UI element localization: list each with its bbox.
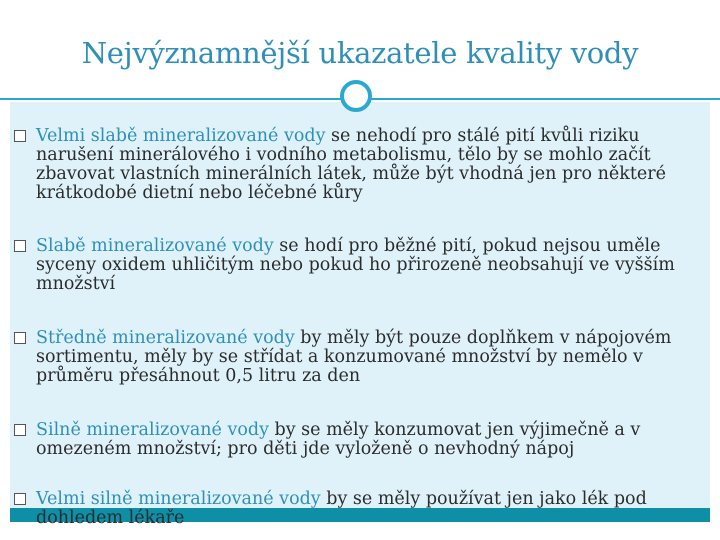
list-item (36, 490, 696, 528)
item-text: se hodí pro běžné pití, pokud nejsou uměle syceny oxidem uhličitým nebo pokud ho přirozeně neobsahují ve vyšším množství (36, 236, 675, 294)
item-highlight: Velmi silně mineralizované vody (36, 489, 321, 509)
item-text: by měly být pouze doplňkem v nápojovém sortimentu, měly by se střídat a konzumované množství by nemělo v průměru přesáhnout 0,5 litru za den (36, 328, 672, 386)
bullet-icon (14, 424, 26, 436)
item-highlight: Velmi slabě mineralizované vody (36, 126, 326, 146)
circle-ornament (340, 80, 372, 112)
item-text: by se měly konzumovat jen výjimečně a v omezeném množství; pro děti jde vyloženě o nevhodný nápoj (36, 420, 641, 459)
list-item (36, 329, 696, 386)
bullet-icon (14, 332, 26, 344)
item-text: se nehodí pro stálé pití kvůli riziku narušení minerálového i vodního metabolismu, tělo by se mohlo začít zbavovat vlastních minerálních látek, může být vhodná jen pro některé krátkodobé dietní nebo léčebné kůry (36, 126, 666, 203)
item-highlight: Silně mineralizované vody (36, 420, 269, 440)
list-item (36, 127, 696, 203)
item-highlight: Středně mineralizované vody (36, 328, 295, 348)
list-item (36, 237, 696, 294)
bullet-icon (14, 493, 26, 505)
list-item (36, 421, 696, 459)
item-text: by se měly používat jen jako lék pod dohledem lékaře (36, 489, 647, 528)
bullet-icon (14, 240, 26, 252)
slide-title: Nejvýznamnější ukazatele kvality vody (81, 36, 639, 70)
item-highlight: Slabě mineralizované vody (36, 236, 274, 256)
bullet-icon (14, 130, 26, 142)
